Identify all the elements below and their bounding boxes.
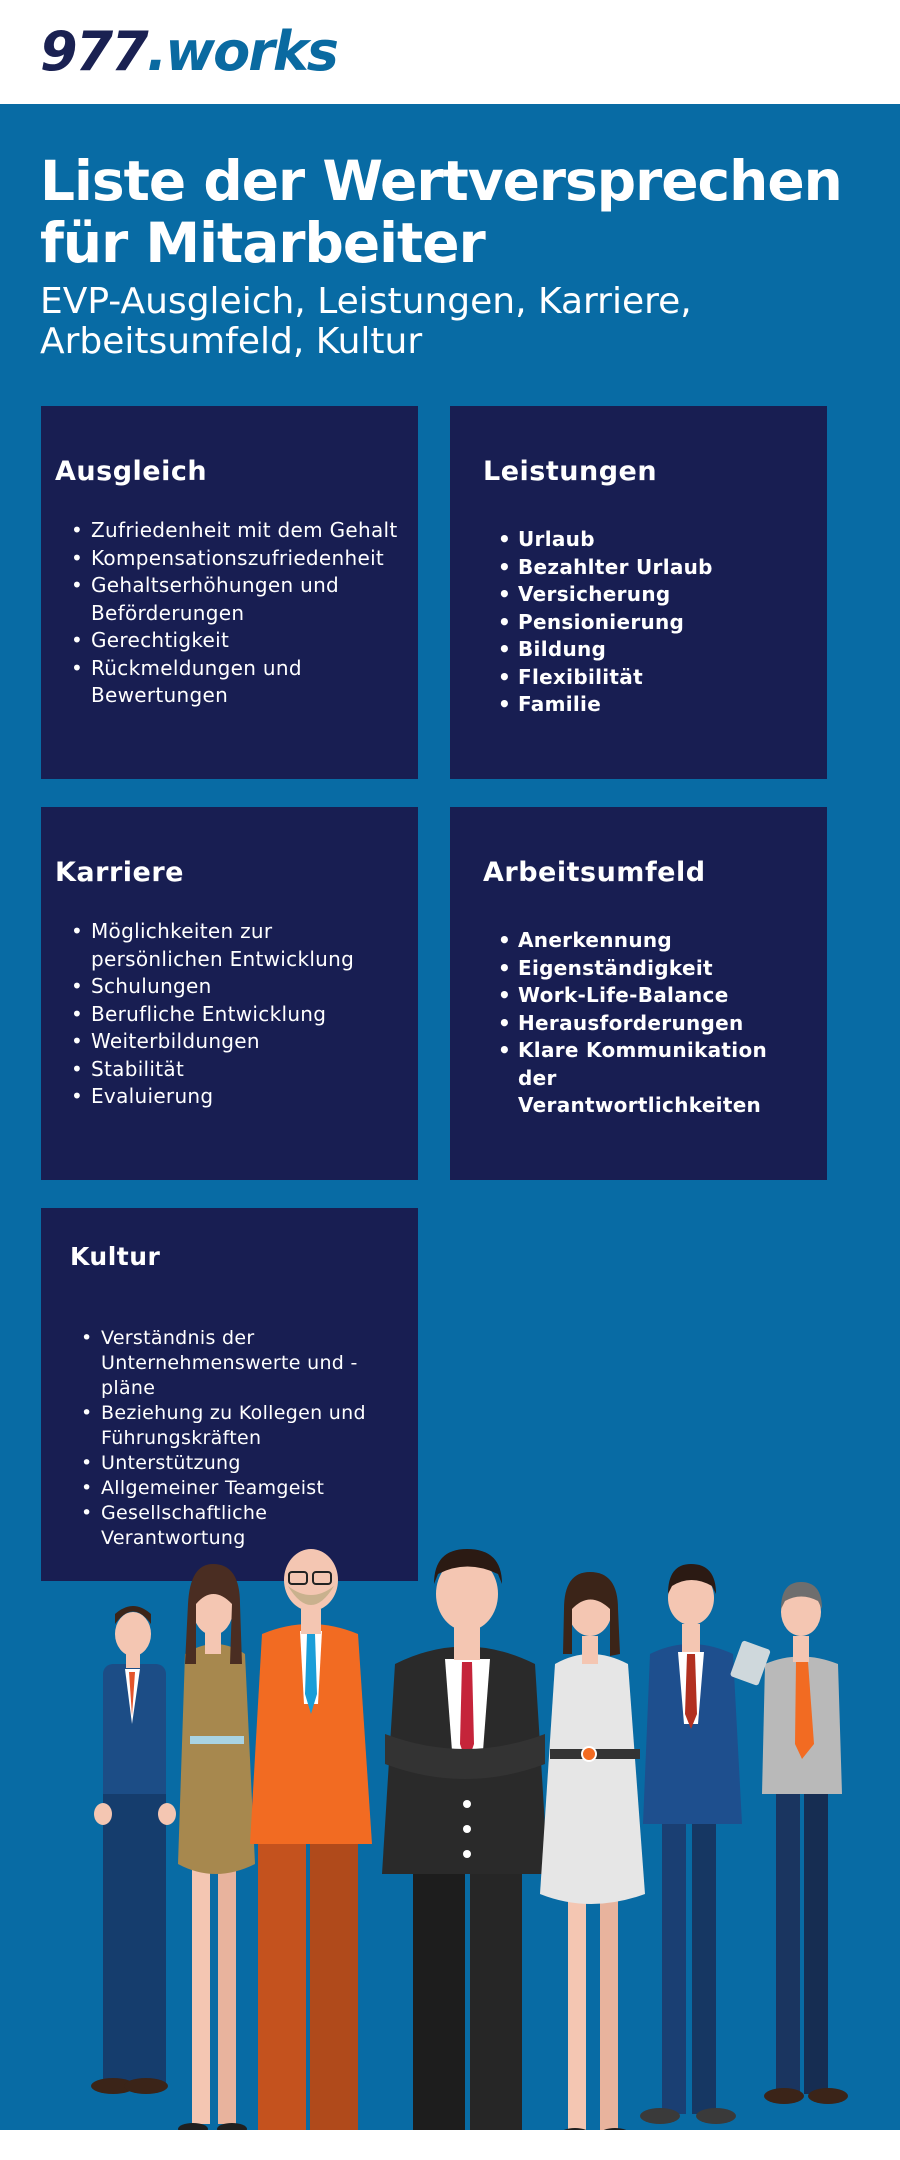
footer	[0, 2130, 900, 2160]
list-item: • Anerkennung	[498, 927, 768, 955]
list-item: • Evaluierung	[71, 1083, 401, 1111]
list-item: • Unterstützung	[81, 1451, 371, 1476]
list-item: • Versicherung	[498, 581, 808, 609]
man-grey-shirt-illustration	[730, 1582, 848, 2104]
page-title: Liste der Wertversprechen für Mitarbeiter	[40, 149, 842, 275]
page-subtitle: EVP-Ausgleich, Leistungen, Karriere, Arbeitsumfeld, Kultur	[40, 281, 692, 362]
man-blue-suit-illustration	[640, 1564, 742, 2124]
list-item: • Familie	[498, 691, 808, 719]
card-title: Arbeitsumfeld	[483, 857, 706, 888]
card-title: Leistungen	[483, 456, 658, 487]
list-item: • Klare Kommunikation der Verantwortlichkeiten	[498, 1037, 768, 1120]
list-item: • Work-Life-Balance	[498, 982, 768, 1010]
infographic-body	[0, 104, 900, 2130]
list-item: • Bezahlter Urlaub	[498, 554, 808, 582]
list-item: • Urlaub	[498, 526, 808, 554]
list-item: • Möglichkeiten zur persönlichen Entwicklung	[71, 918, 401, 973]
man-navy-suit-illustration	[91, 1606, 176, 2094]
list-item: • Beziehung zu Kollegen und Führungskräften	[81, 1401, 371, 1451]
list-item: • Gerechtigkeit	[71, 627, 401, 655]
list-item: • Stabilität	[71, 1056, 401, 1084]
list-item: • Eigenständigkeit	[498, 955, 768, 983]
woman-white-dress-illustration	[540, 1572, 645, 2130]
brand-logo[interactable]	[40, 20, 337, 83]
list-item: • Zufriedenheit mit dem Gehalt	[71, 517, 401, 545]
header	[0, 0, 900, 104]
list-item: • Herausforderungen	[498, 1010, 768, 1038]
man-black-suit-illustration	[382, 1549, 548, 2130]
card-title: Ausgleich	[55, 456, 208, 487]
business-team-illustration	[0, 104, 900, 2130]
list-item: • Verständnis der Unternehmenswerte und -pläne	[81, 1326, 371, 1401]
card-title: Karriere	[55, 857, 184, 888]
list-item: • Schulungen	[71, 973, 401, 1001]
list-item: • Gehaltserhöhungen und Beförderungen	[71, 572, 401, 627]
list-item: • Rückmeldungen und Bewertungen	[71, 655, 401, 710]
list-item: • Weiterbildungen	[71, 1028, 401, 1056]
list-item: • Berufliche Entwicklung	[71, 1001, 401, 1029]
logo-suffix: .works	[146, 20, 337, 83]
list-item: • Pensionierung	[498, 609, 808, 637]
woman-olive-dress-illustration	[178, 1564, 255, 2130]
card-title: Kultur	[70, 1242, 161, 1271]
list-item: • Flexibilität	[498, 664, 808, 692]
list-item: • Gesellschaftliche Verantwortung	[81, 1501, 371, 1551]
list-item: • Allgemeiner Teamgeist	[81, 1476, 371, 1501]
list-item: • Bildung	[498, 636, 808, 664]
list-item: • Kompensationszufriedenheit	[71, 545, 401, 573]
logo-number: 977	[40, 20, 147, 83]
man-orange-suit-illustration	[238, 1549, 380, 2130]
